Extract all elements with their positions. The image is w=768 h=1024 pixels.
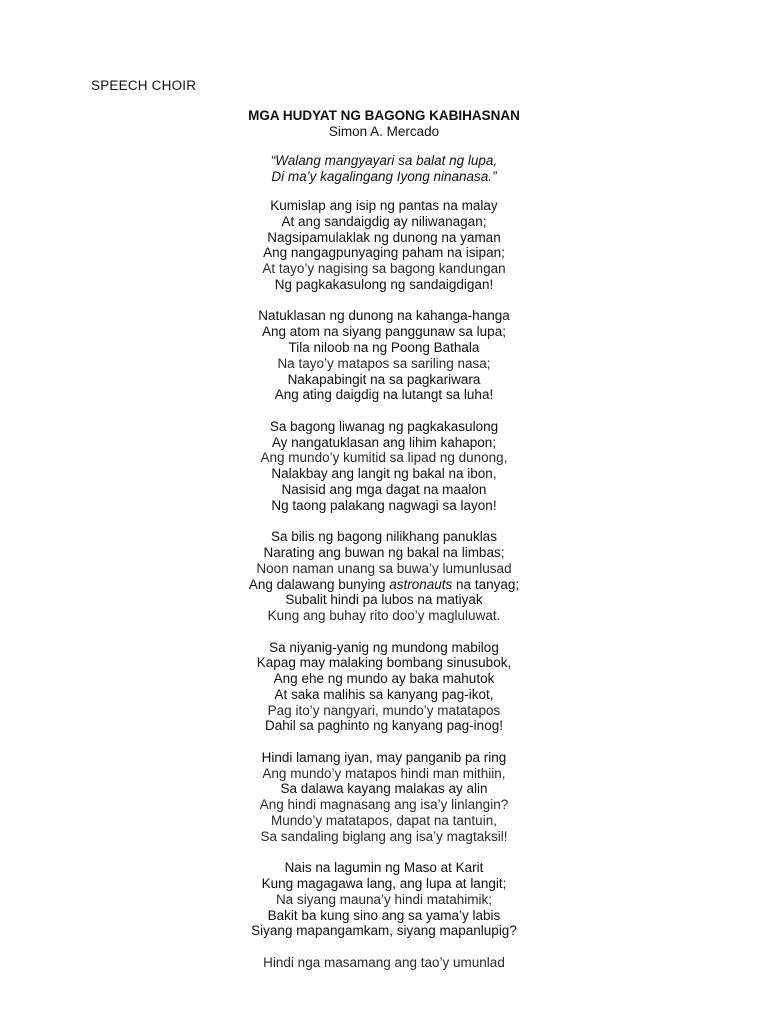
epigraph-line: Di ma’y kagalingang Iyong ninanasa.” (271, 169, 497, 184)
epigraph-line: “Walang mangyayari sa balat ng lupa, (270, 153, 498, 168)
poem-line: Nakapabingit na sa pagkariwara (287, 371, 481, 387)
poem-body (0, 198, 768, 971)
poem-line: Sa sandaling biglang ang isa’y magtaksil! (260, 828, 508, 844)
stanza (0, 308, 768, 403)
stanza (0, 419, 768, 514)
poem-line: Nais na lagumin ng Maso at Karit (284, 860, 484, 876)
poem-line: Ay nangatuklasan ang lihim kahapon; (271, 434, 497, 450)
stanza (0, 640, 768, 735)
poem-line: Sa bagong liwanag ng pagkakasulong (269, 418, 499, 434)
poem-line: Ang atom na siyang panggunaw sa lupa; (262, 324, 506, 340)
poem-line: Ang mundo’y kumitid sa lipad ng dunong, (260, 450, 508, 466)
poem-line: Sa dalawa kayang malakas ay alin (280, 781, 488, 797)
poem-line: Hindi lamang iyan, may panganib pa ring (261, 749, 507, 765)
stanza (0, 529, 768, 624)
poem-author: Simon A. Mercado (328, 124, 440, 139)
poem-line: Ang mundo’y matapos hindi man mithiin, (262, 765, 506, 781)
poem-line: Mundo’y matatapos, dapat na tantuin, (271, 813, 497, 829)
poem-line: Nagsipamulaklak ng dunong na yaman (267, 229, 501, 245)
stanza (0, 955, 768, 971)
poem-line: At ang sandaigdig ay niliwanagan; (281, 213, 487, 229)
poem-line: Natuklasan ng dunong na kahanga-hanga (258, 308, 510, 324)
line-segment: na tanyag; (452, 576, 520, 592)
poem-line: Dahil sa paghinto ng kanyang pag-inog! (265, 718, 503, 734)
poem-line: Subalit hindi pa lubos na matiyak (285, 592, 483, 608)
poem-line: Ng taong palakang nagwagi sa layon! (271, 497, 497, 513)
poem-line: Noon naman unang sa buwa’y lumunlusad (256, 560, 512, 576)
italic-word: astronauts (389, 576, 453, 592)
poem-line: Nasisid ang mga dagat na maalon (281, 481, 487, 497)
poem-line: At tayo’y nagising sa bagong kandungan (262, 261, 506, 277)
poem-line: Ang ehe ng mundo ay baka mahutok (273, 671, 495, 687)
document-label: SPEECH CHOIR (91, 78, 197, 93)
poem-title: MGA HUDYAT NG BAGONG KABIHASNAN (248, 108, 520, 123)
poem-line: Siyang mapangamkam, siyang mapanlupig? (251, 923, 517, 939)
poem-line: Ang nangagpunyaging paham na isipan; (263, 245, 505, 261)
poem-line: Nalakbay ang langit ng bakal na ibon, (271, 466, 497, 482)
poem-line: Ang hindi magnasang ang isa’y linlangin? (259, 797, 509, 813)
poem-line: Kung magagawa lang, ang lupa at langit; (261, 876, 507, 892)
poem-line: Ang ating daigdig na lutangt sa luha! (274, 387, 494, 403)
poem-line: Pag ito’y nangyari, mundo’y matatapos (267, 702, 501, 718)
poem-line: Hindi nga masamang ang tao’y umunlad (263, 954, 505, 970)
poem-line: Sa bilis ng bagong nilikhang panuklas (271, 529, 497, 545)
poem-line: Bakit ba kung sino ang sa yama’y labis (267, 907, 501, 923)
poem-line: Tila niloob na ng Poong Bathala (288, 339, 480, 355)
poem-line: Kung ang buhay rito doo’y magluluwat. (267, 608, 501, 624)
poem-line: Na tayo’y matapos sa sariling nasa; (277, 355, 491, 371)
poem-line-with-italic (0, 577, 768, 593)
poem-line: At saka malihis sa kanyang pag-ikot, (274, 686, 494, 702)
poem-line: Ng pagkakasulong ng sandaigdigan! (274, 276, 494, 292)
stanza (0, 198, 768, 293)
stanza (0, 860, 768, 939)
poem-epigraph (0, 153, 768, 185)
line-segment: Ang dalawang bunying (248, 576, 390, 592)
poem-line: Kumislap ang isip ng pantas na malay (270, 198, 498, 213)
poem-line: Na siyang mauna’y hindi matahimik; (275, 891, 493, 907)
stanza (0, 750, 768, 845)
poem-line: Narating ang buwan ng bakal na limbas; (263, 544, 505, 560)
poem-line: Kapag may malaking bombang sinusubok, (256, 655, 512, 671)
poem-line: Sa niyanig-yanig ng mundong mabilog (269, 639, 499, 655)
